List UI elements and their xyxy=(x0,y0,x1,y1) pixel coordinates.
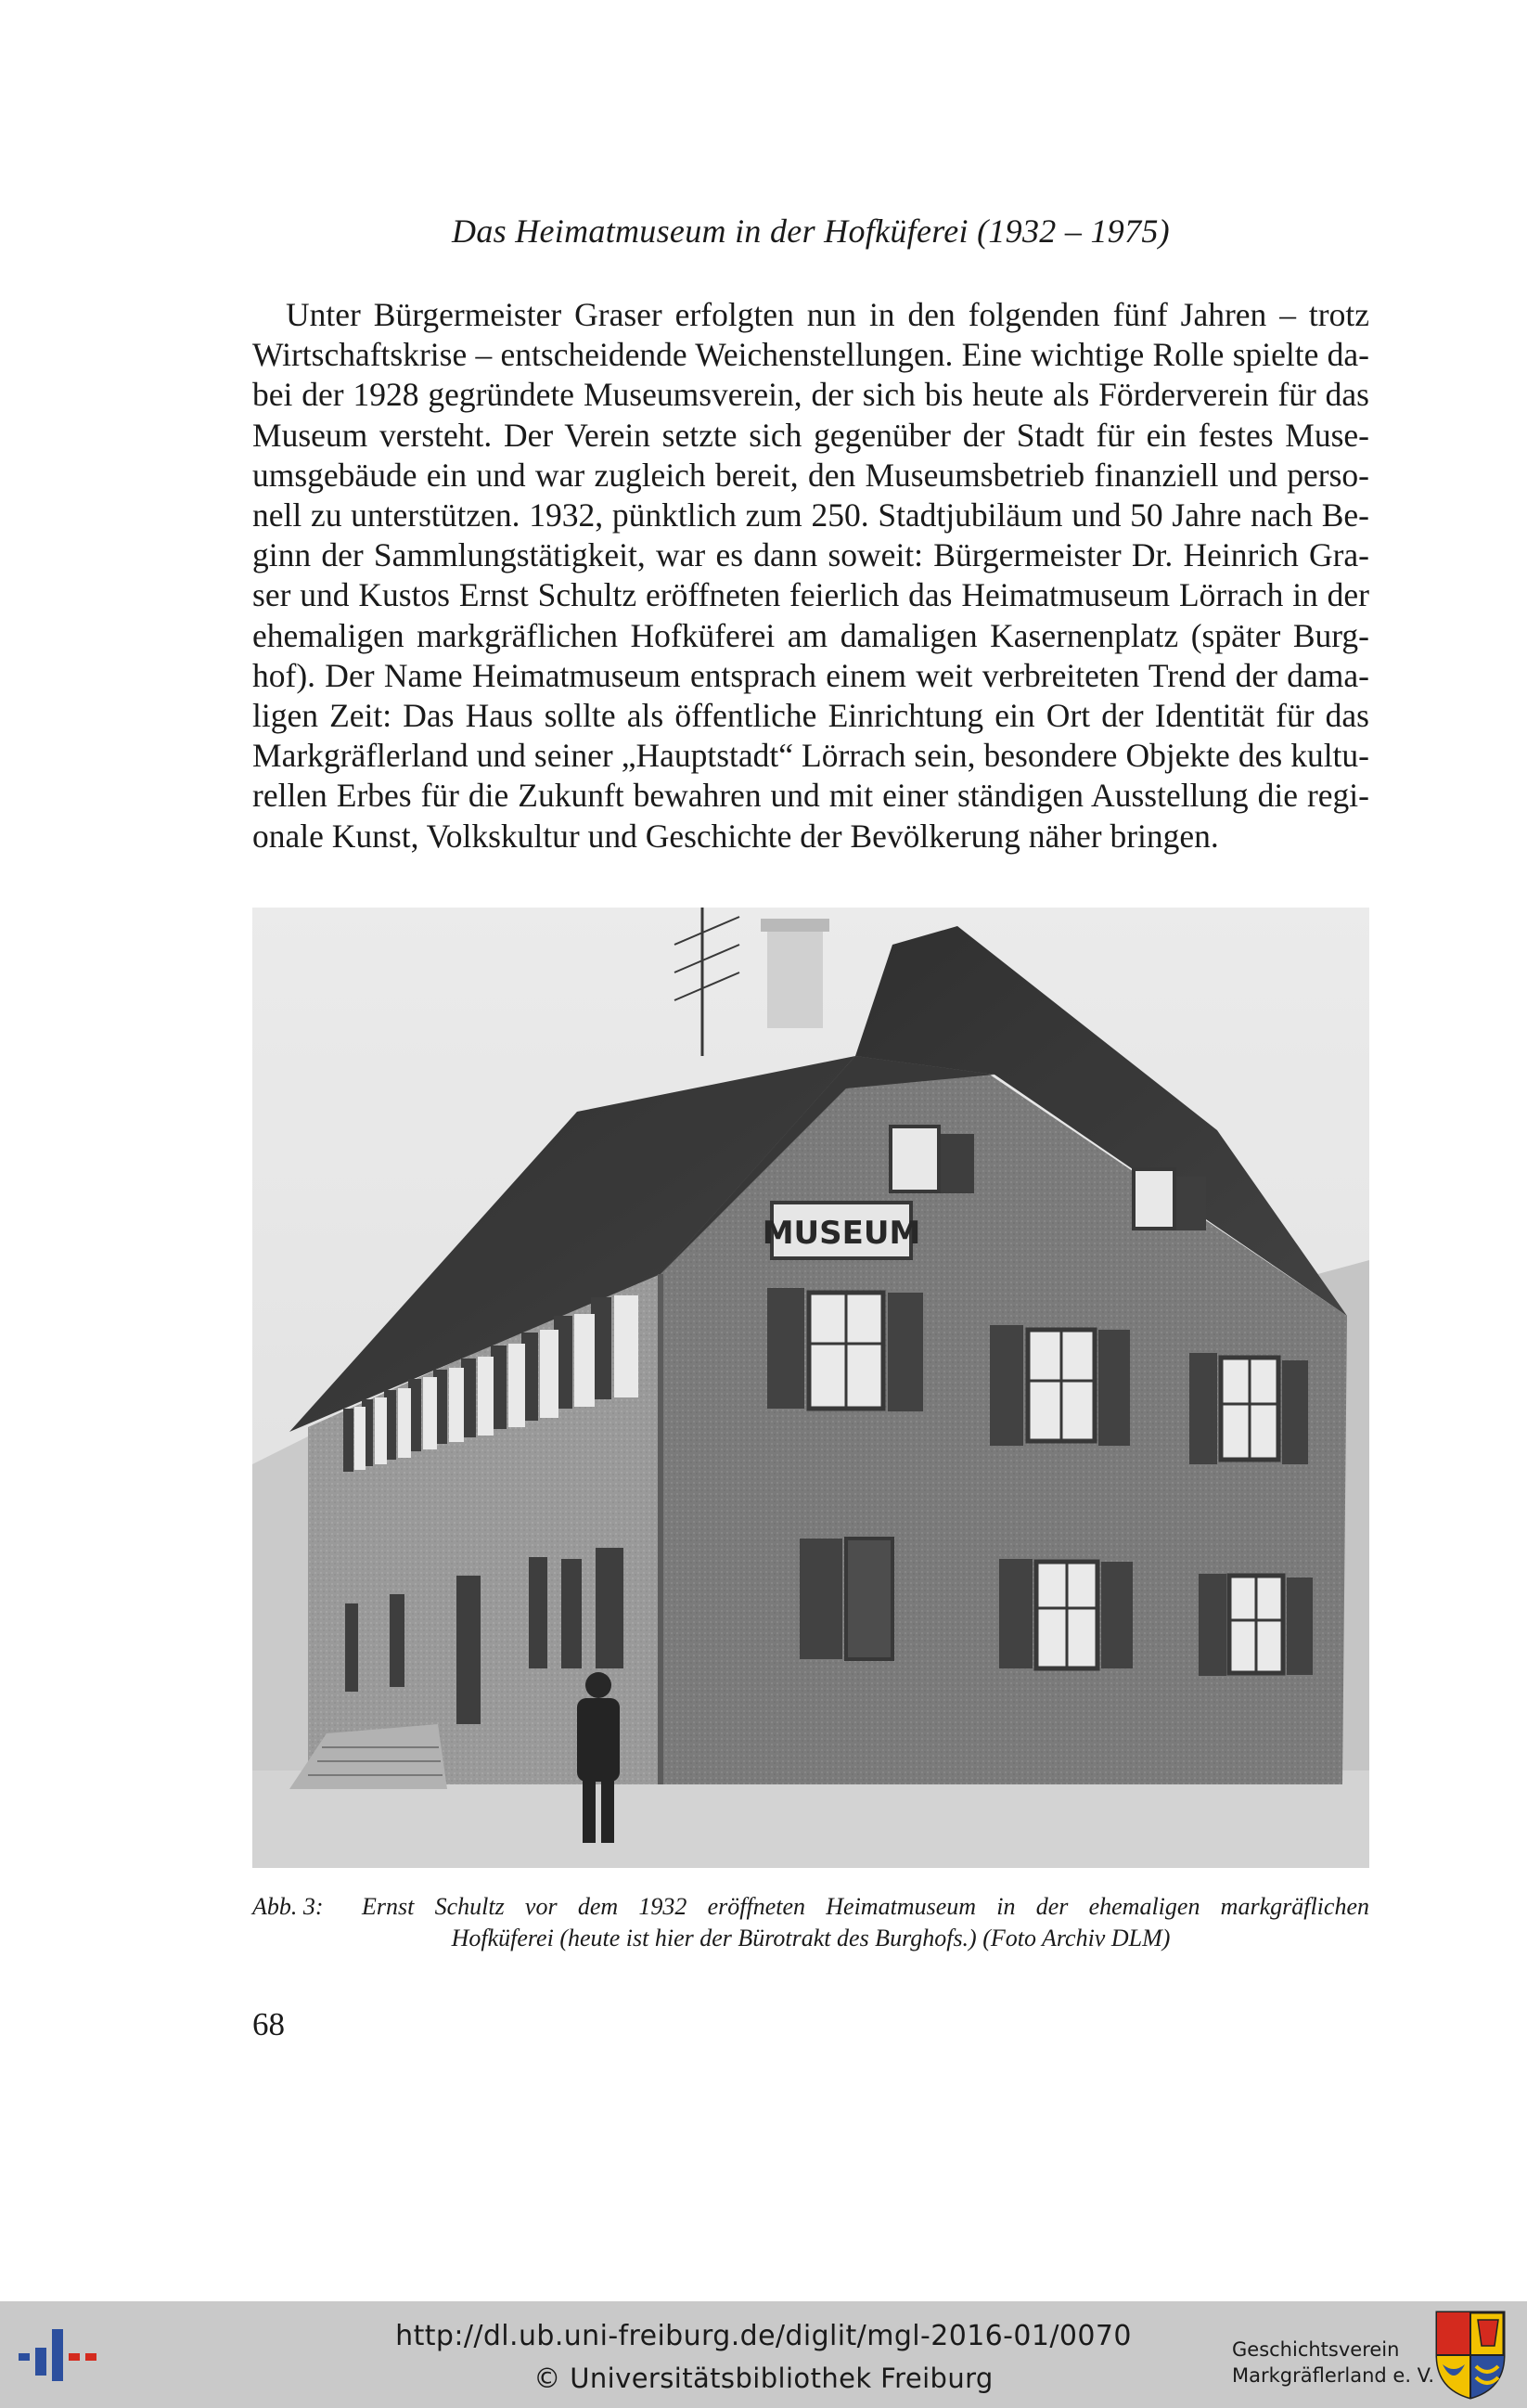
coat-of-arms-icon xyxy=(1433,2309,1508,2400)
body-line: nell zu unterstützen. 1932, pünktlich zum 250. Stadtjubiläum und 50 Jahre nach Be- xyxy=(252,496,1369,534)
page-number: 68 xyxy=(252,2006,285,2042)
footer-society-name xyxy=(1232,2337,1434,2389)
caption-label: Abb. 3: xyxy=(252,1893,324,1920)
running-head: Das Heimatmuseum in der Hofküferei (1932 – 1975) xyxy=(452,212,1170,250)
body-line: onale Kunst, Volkskultur und Geschichte der Bevölkerung näher bringen. xyxy=(252,817,1219,855)
caption-line: Ernst Schultz vor dem 1932 eröffneten Heimatmuseum in der ehemaligen markgräflichen xyxy=(362,1893,1369,1920)
body-line: hof). Der Name Heimatmuseum entsprach einem weit verbreiteten Trend der dama- xyxy=(252,656,1369,694)
body-line: ginn der Sammlungstätigkeit, war es dann soweit: Bürgermeister Dr. Heinrich Gra- xyxy=(252,536,1369,574)
body-line: ehemaligen markgräflichen Hofküferei am damaligen Kasernenplatz (später Burg- xyxy=(252,616,1369,654)
society-line: Geschichtsverein xyxy=(1232,2338,1400,2361)
body-line: Unter Bürgermeister Graser erfolgten nun in den folgenden fünf Jahren – trotz xyxy=(286,296,1369,333)
body-line: Markgräflerland und seiner „Hauptstadt“ Lörrach sein, besondere Objekte des kultu- xyxy=(252,737,1369,775)
body-line: rellen Erbes für die Zukunft bewahren und mit einer ständigen Ausstellung die regi- xyxy=(252,777,1369,815)
body-line: Wirtschaftskrise – entscheidende Weichenstellungen. Eine wichtige Rolle spielte da- xyxy=(252,336,1369,374)
footer-bar xyxy=(0,2301,1527,2408)
society-line: Markgräflerland e. V. xyxy=(1232,2364,1435,2387)
museum-sign-text: MUSEUM xyxy=(762,1215,921,1252)
body-paragraph xyxy=(252,295,1369,856)
museum-photo xyxy=(252,908,1369,1868)
body-line: ligen Zeit: Das Haus sollte als öffentliche Einrichtung ein Ort der Identität für das xyxy=(252,697,1369,735)
body-line: bei der 1928 gegründete Museumsverein, der sich bis heute als Förderverein für das xyxy=(252,376,1369,414)
footer-copyright: © Universitätsbibliothek Freiburg xyxy=(533,2363,994,2394)
body-line: ser und Kustos Ernst Schultz eröffneten feierlich das Heimatmuseum Lörrach in der xyxy=(252,576,1369,614)
caption-line: Hofküferei (heute ist hier der Bürotrakt des Burghofs.) (Foto Archiv DLM) xyxy=(451,1925,1171,1951)
body-line: umsgebäude ein und war zugleich bereit, den Museumsbetrieb finanziell und perso- xyxy=(252,456,1369,494)
footer-url-link[interactable]: http://dl.ub.uni-freiburg.de/diglit/mgl-2016-01/0070 xyxy=(395,2320,1132,2352)
body-line: Museum versteht. Der Verein setzte sich gegenüber der Stadt für ein festes Muse- xyxy=(252,416,1369,454)
